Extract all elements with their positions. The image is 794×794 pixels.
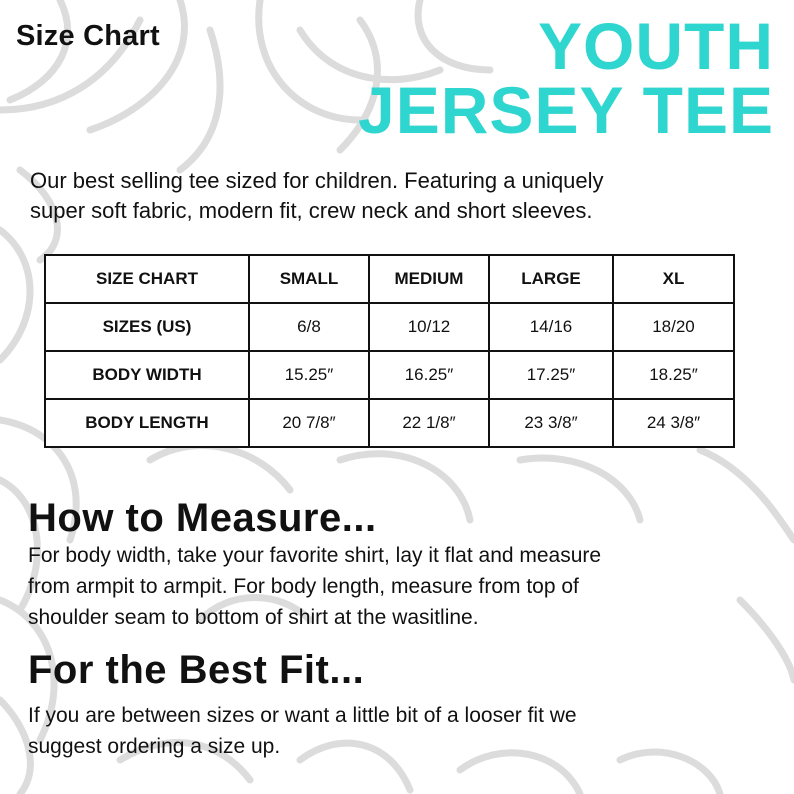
table-header-cell: SIZE CHART bbox=[45, 255, 249, 303]
table-cell: 24 3/8″ bbox=[613, 399, 734, 447]
table-header-cell: SMALL bbox=[249, 255, 369, 303]
description-line: super soft fabric, modern fit, crew neck and short sleeves. bbox=[30, 198, 593, 223]
title-line-2: JERSEY TEE bbox=[358, 73, 774, 147]
table-row bbox=[45, 303, 734, 351]
table-cell: 18.25″ bbox=[613, 351, 734, 399]
product-description bbox=[30, 166, 770, 226]
how-to-measure-text bbox=[28, 540, 778, 633]
table-header-cell: MEDIUM bbox=[369, 255, 489, 303]
table-row bbox=[45, 399, 734, 447]
fit-line: If you are between sizes or want a little bit of a looser fit we bbox=[28, 704, 577, 727]
size-table bbox=[44, 254, 735, 448]
table-header-cell: LARGE bbox=[489, 255, 613, 303]
title-line-1: YOUTH bbox=[538, 9, 774, 83]
fit-line: suggest ordering a size up. bbox=[28, 735, 281, 758]
table-header-row bbox=[45, 255, 734, 303]
table-cell: 17.25″ bbox=[489, 351, 613, 399]
how-to-measure-heading: How to Measure... bbox=[28, 496, 377, 540]
row-label: BODY WIDTH bbox=[45, 351, 249, 399]
product-title bbox=[358, 9, 774, 147]
best-fit-heading: For the Best Fit... bbox=[28, 648, 365, 692]
row-label: BODY LENGTH bbox=[45, 399, 249, 447]
size-chart-label: Size Chart bbox=[16, 20, 160, 52]
table-cell: 22 1/8″ bbox=[369, 399, 489, 447]
measure-line: For body width, take your favorite shirt, lay it flat and measure bbox=[28, 544, 602, 567]
table-cell: 15.25″ bbox=[249, 351, 369, 399]
table-cell: 10/12 bbox=[369, 303, 489, 351]
description-line: Our best selling tee sized for children. Featuring a uniquely bbox=[30, 168, 604, 193]
table-cell: 20 7/8″ bbox=[249, 399, 369, 447]
measure-line: shoulder seam to bottom of shirt at the wasitline. bbox=[28, 606, 479, 629]
measure-line: from armpit to armpit. For body length, measure from top of bbox=[28, 575, 579, 598]
table-cell: 23 3/8″ bbox=[489, 399, 613, 447]
table-cell: 14/16 bbox=[489, 303, 613, 351]
table-cell: 18/20 bbox=[613, 303, 734, 351]
row-label: SIZES (US) bbox=[45, 303, 249, 351]
best-fit-text bbox=[28, 700, 778, 762]
table-cell: 16.25″ bbox=[369, 351, 489, 399]
table-header-cell: XL bbox=[613, 255, 734, 303]
table-row bbox=[45, 351, 734, 399]
table-cell: 6/8 bbox=[249, 303, 369, 351]
